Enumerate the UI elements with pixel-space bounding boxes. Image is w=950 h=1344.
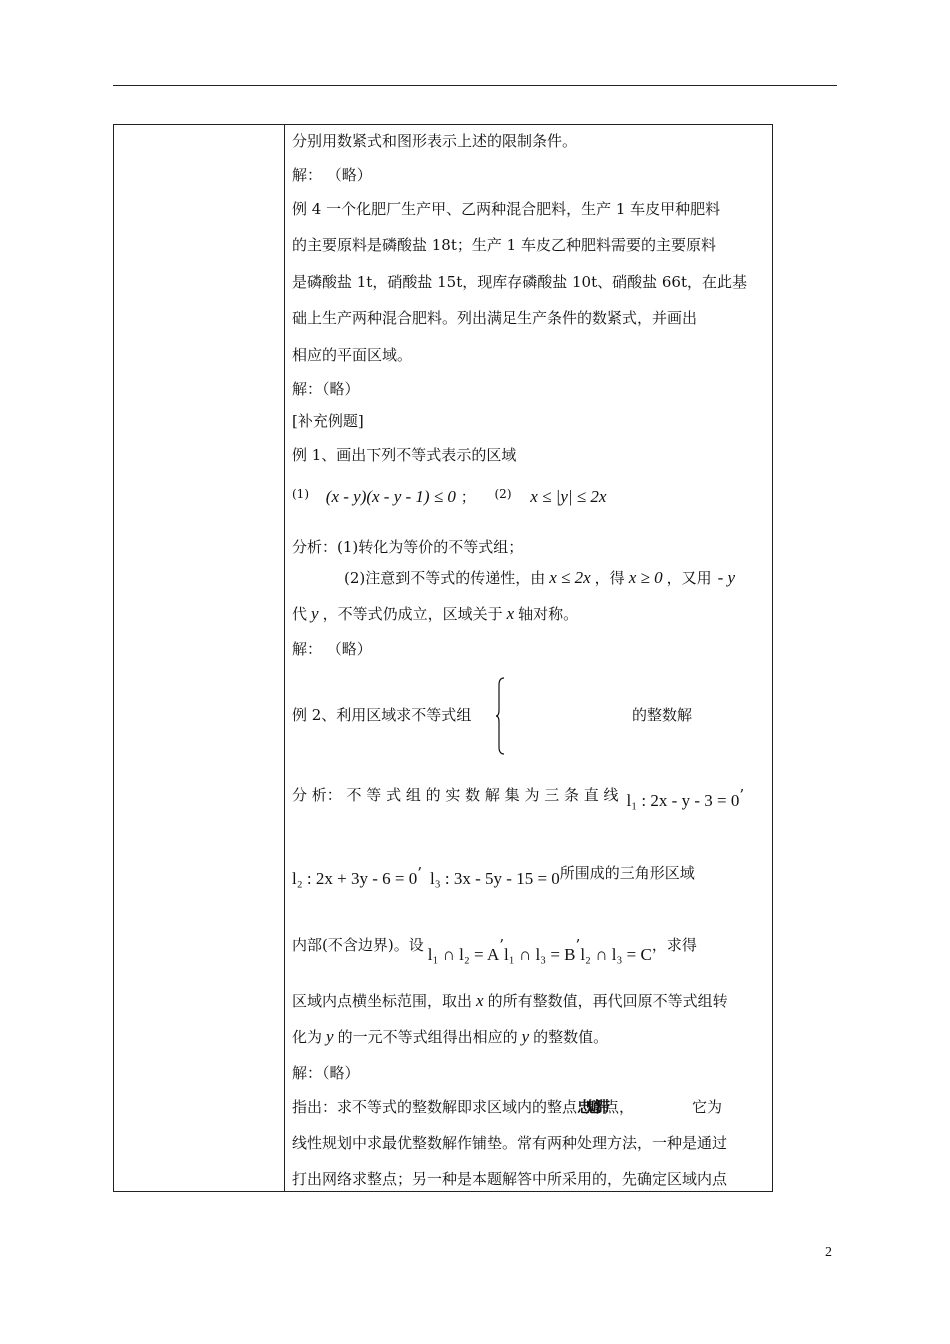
overlapping-text: 忠魈滞: [577, 1098, 605, 1116]
text-line: [292, 863, 695, 888]
text-span: 的一元不等式组得出相应的: [337, 1028, 518, 1046]
text-line: 打出网络求整点；另一种是本题解答中所采用的，先确定区域内点: [292, 1170, 728, 1188]
text-span: 分 析： 不 等 式 组 的 实 数 解 集 为 三 条 直 线: [292, 786, 619, 804]
text-span: 轴对称。: [518, 605, 579, 623]
left-brace-icon: [495, 677, 505, 755]
example-1-line: [292, 484, 606, 507]
math-expression: - y: [717, 568, 736, 587]
math-expression: x ≤ 2x: [549, 568, 591, 587]
document-table: [113, 124, 773, 1192]
text-span: 例 2、利用区域求不等式组: [292, 706, 472, 724]
text-line: [292, 604, 578, 624]
text-line: 的主要原料是磷酸盐 18t；生产 1 车皮乙种肥料需要的主要原料: [292, 236, 716, 254]
text-span: ，不等式仍成立，区域关于: [322, 605, 503, 623]
math-expression: l₁ ∩ l₃ = B: [504, 945, 576, 964]
text-span: ，又用: [666, 569, 712, 587]
header-rule: [113, 85, 837, 86]
math-expression: l₂ ∩ l₃ = C: [580, 945, 652, 964]
math-expression: x: [476, 991, 484, 1010]
math-expression: (x - y)(x - y - 1) ≤ 0: [325, 487, 456, 506]
item-label: (2): [494, 487, 512, 501]
text-line: 是磷酸盐 1t，硝酸盐 15t，现库存磷酸盐 10t、硝酸盐 66t，在此基: [292, 273, 747, 291]
text-line: 分析：(1)转化为等价的不等式组；: [292, 538, 524, 556]
text-line: [292, 1027, 608, 1047]
text-line: [292, 1097, 722, 1117]
text-line: 分别用数紧式和图形表示上述的限制条件。: [292, 132, 578, 150]
text-line: 解： （略）: [292, 166, 372, 184]
text-line: [292, 568, 735, 588]
item-label: (1): [292, 487, 309, 501]
text-span: ，求得: [651, 936, 697, 954]
text-line: [292, 935, 697, 964]
text-line: 解： （略）: [292, 640, 372, 658]
text-span: 指出：求不等式的整数解即求区域内的整点: [292, 1098, 578, 1116]
text-line: 线性规划中求最优整数解作铺垫。常有两种处理方法，一种是通过: [292, 1134, 728, 1152]
text-span: 化为: [292, 1028, 323, 1046]
text-span: 点，: [604, 1098, 635, 1116]
text-span: 它为: [692, 1098, 723, 1116]
separator: ’: [499, 936, 505, 954]
separator: ’: [739, 786, 745, 804]
math-expression: l₃ : 3x - 5y - 15 = 0: [430, 869, 560, 888]
text-line: 解：（略）: [292, 1064, 360, 1082]
text-line: [292, 785, 745, 810]
math-expression: x ≤ |y| ≤ 2x: [530, 487, 607, 506]
text-span: 所围成的三角形区域: [559, 864, 695, 882]
text-line: 例 1、画出下列不等式表示的区域: [292, 446, 517, 464]
text-span: (2)注意到不等式的传递性，由: [344, 569, 546, 587]
text-span: 的整数值。: [533, 1028, 609, 1046]
text-line: 例 4 一个化肥厂生产甲、乙两种混合肥料，生产 1 车皮甲种肥料: [292, 200, 721, 218]
math-expression: l₁ : 2x - y - 3 = 0: [626, 791, 740, 810]
text-span: 的整数解: [632, 706, 693, 724]
math-expression: l₂ : 2x + 3y - 6 = 0: [292, 869, 418, 888]
text-span: ，得: [594, 569, 625, 587]
math-expression: x ≥ 0: [628, 568, 663, 587]
math-expression: y: [521, 1027, 530, 1046]
separator: ’: [417, 864, 422, 882]
text-span: 区域内点横坐标范围，取出: [292, 992, 473, 1010]
separator: ；: [460, 488, 476, 506]
math-expression: y: [311, 604, 319, 623]
text-line: [补充例题]: [292, 412, 364, 430]
separator: ’: [575, 936, 581, 954]
text-span: 内部(不含边界)。设: [292, 936, 424, 954]
text-span: 的所有整数值，再代回原不等式组转: [487, 992, 728, 1010]
text-line: 相应的平面区域。: [292, 346, 413, 364]
math-expression: l₁ ∩ l₂ = A: [427, 945, 500, 964]
text-line: [292, 991, 728, 1011]
column-divider: [284, 125, 285, 1191]
text-line: 础上生产两种混合肥料。列出满足生产条件的数紧式，并画出: [292, 309, 698, 327]
text-line: 解：（略）: [292, 380, 360, 398]
text-span: 代: [292, 605, 308, 623]
page-number: 2: [825, 1245, 832, 1260]
math-expression: y: [326, 1027, 334, 1046]
math-expression: x: [506, 604, 515, 623]
example-2-block: [292, 673, 762, 763]
